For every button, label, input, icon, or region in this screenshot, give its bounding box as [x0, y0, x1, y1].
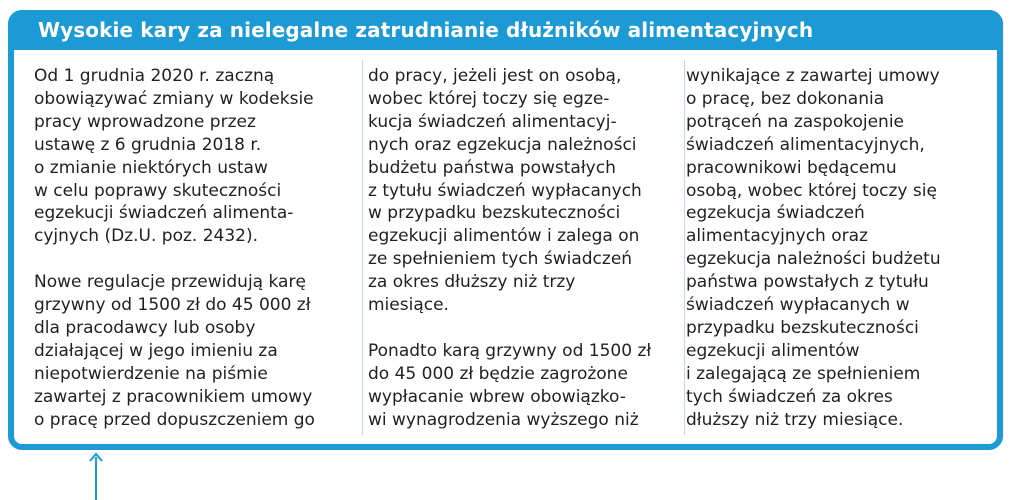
paragraph-gap — [34, 248, 354, 271]
text-line: Ponadto karą grzywny od 1500 zł — [368, 340, 652, 361]
text-line: obowiązywać zmiany w kodeksie — [34, 88, 314, 109]
text-line: przypadku bezskuteczności — [686, 317, 919, 338]
text-line: za okres dłuższy niż trzy — [368, 272, 576, 293]
text-line: działającej w jego imieniu za — [34, 340, 278, 361]
text-line: ze spełnieniem tych świadczeń — [368, 249, 633, 270]
article-title: Wysokie kary za nielegalne zatrudnianie dłużników alimentacyjnych — [38, 18, 814, 42]
text-line: wobec której toczy się egze- — [368, 88, 610, 109]
text-line: wypłacanie wbrew obowiązko- — [368, 386, 626, 407]
text-line: do pracy, jeżeli jest on osobą, — [368, 66, 622, 86]
text-column-3 — [682, 65, 984, 430]
text-line: grzywny od 1500 zł do 45 000 zł — [34, 295, 311, 316]
text-line: tych świadczeń za okres — [686, 386, 893, 407]
text-line: Od 1 grudnia 2020 r. zaczną — [34, 66, 275, 86]
text-line: niepotwierdzenie na piśmie — [34, 363, 268, 384]
paragraph — [686, 65, 984, 432]
text-line: wynikające z zawartej umowy — [686, 66, 940, 86]
paragraph-gap — [368, 317, 682, 340]
paragraph — [368, 340, 682, 432]
text-line: pracownikowi będącemu — [686, 157, 897, 178]
title-bar — [8, 10, 1003, 50]
article-body — [34, 65, 984, 430]
text-line: i zalegającą ze spełnieniem — [686, 363, 921, 384]
paragraph — [34, 271, 354, 431]
text-line: wi wynagrodzenia wyższego niż — [368, 409, 639, 430]
text-line: świadczeń alimentacyjnych, — [686, 134, 925, 155]
text-column-1 — [34, 65, 364, 430]
text-line: o pracę przed dopuszczeniem go — [34, 409, 315, 430]
text-line: państwa powstałych z tytułu — [686, 272, 929, 293]
text-line: dłuższy niż trzy miesiące. — [686, 409, 904, 430]
text-line: o zmianie niektórych ustaw — [34, 157, 268, 178]
text-line: świadczeń wypłacanych w — [686, 295, 910, 316]
text-line: osobą, wobec której toczy się — [686, 180, 937, 201]
text-line: alimentacyjnych oraz — [686, 226, 868, 247]
text-line: egzekucji alimentów i zalega on — [368, 226, 640, 247]
text-line: o pracę, bez dokonania — [686, 88, 885, 109]
text-line: potrąceń na zaspokojenie — [686, 111, 905, 132]
text-line: Nowe regulacje przewidują karę — [34, 272, 306, 293]
text-line: pracy wprowadzone przez — [34, 111, 256, 132]
text-line: egzekucji świadczeń alimenta- — [34, 203, 294, 224]
text-line: kucja świadczeń alimentacyj- — [368, 111, 617, 132]
text-line: z tytułu świadczeń wypłacanych — [368, 180, 642, 201]
text-line: egzekucji alimentów — [686, 340, 860, 361]
text-line: miesiące. — [368, 295, 449, 316]
text-line: egzekucja świadczeń — [686, 203, 865, 224]
paragraph — [34, 65, 354, 248]
text-line: nych oraz egzekucja należności — [368, 134, 637, 155]
text-column-2 — [364, 65, 682, 430]
text-line: ustawę z 6 grudnia 2018 r. — [34, 134, 262, 155]
text-line: cyjnych (Dz.U. poz. 2432). — [34, 226, 259, 247]
text-line: w przypadku bezskuteczności — [368, 203, 621, 224]
text-line: w celu poprawy skuteczności — [34, 180, 282, 201]
arrow-up-icon — [89, 452, 103, 500]
text-line: budżetu państwa powstałych — [368, 157, 616, 178]
text-line: egzekucja należności budżetu — [686, 249, 941, 270]
text-line: dla pracodawcy lub osoby — [34, 317, 256, 338]
paragraph — [368, 65, 682, 317]
text-line: do 45 000 zł będzie zagrożone — [368, 363, 628, 384]
text-line: zawartej z pracownikiem umowy — [34, 386, 313, 407]
